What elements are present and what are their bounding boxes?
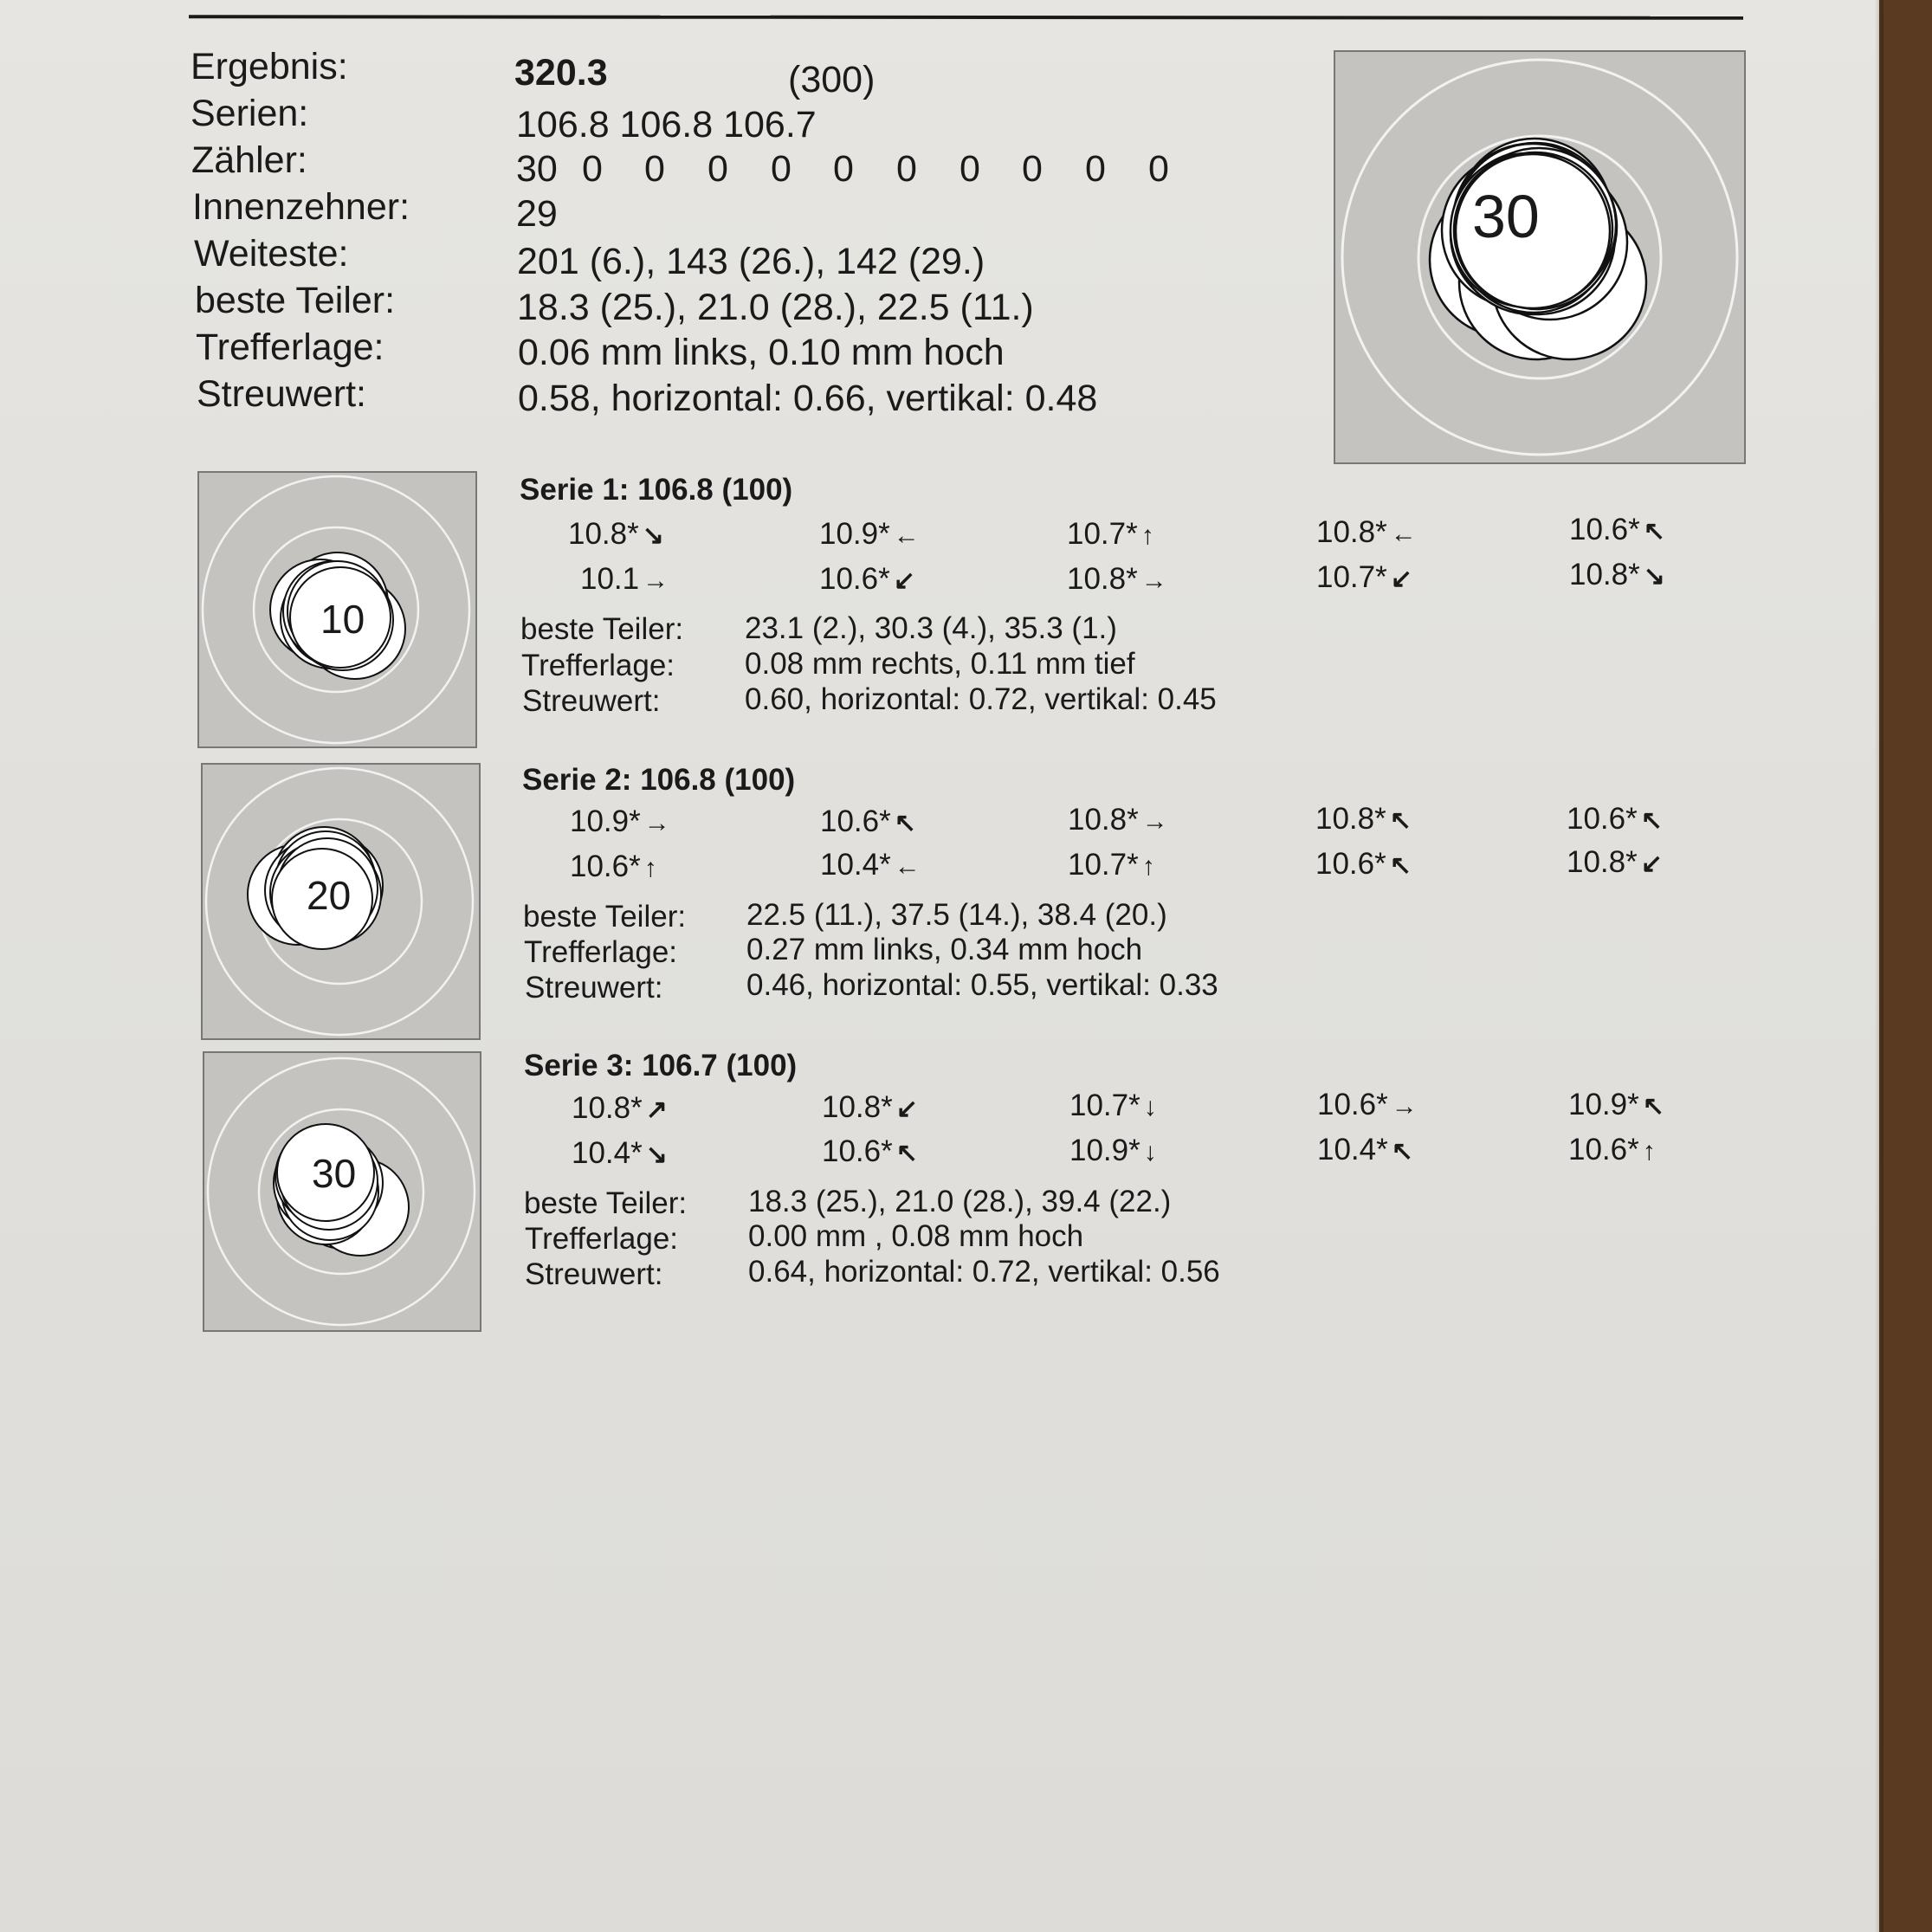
shot-arrow-icon: ↙ bbox=[893, 566, 915, 595]
series-2-target bbox=[201, 763, 481, 1040]
streuwert-label: Streuwert: bbox=[197, 373, 366, 415]
series-2-trefferlage-value: 0.27 mm links, 0.34 mm hoch bbox=[746, 933, 1143, 966]
shot-arrow-icon: ← bbox=[894, 852, 921, 881]
shot-value: 10.6* ↑ bbox=[1568, 1133, 1656, 1166]
ergebnis-value: 320.3 bbox=[514, 52, 608, 94]
shot-arrow-icon: → bbox=[643, 809, 670, 837]
shot-arrow-icon: ← bbox=[1390, 520, 1417, 548]
weiteste-value: 201 (6.), 143 (26.), 142 (29.) bbox=[517, 241, 985, 282]
series-1-trefferlage-label: Trefferlage: bbox=[521, 649, 675, 682]
summary-target bbox=[1334, 50, 1746, 464]
series-1-title: Serie 1: 106.8 (100) bbox=[520, 473, 793, 507]
innenzehner-value: 29 bbox=[516, 193, 558, 235]
series-2-title: Serie 2: 106.8 (100) bbox=[522, 763, 796, 797]
shot-value: 10.8* → bbox=[1067, 562, 1167, 596]
shot-arrow-icon: ↓ bbox=[1143, 1093, 1157, 1121]
shot-value: 10.8* → bbox=[1068, 803, 1168, 837]
shot-value: 10.8* ↗ bbox=[572, 1091, 668, 1125]
shot-value: 10.6* ↖ bbox=[1315, 847, 1412, 881]
series-3-teiler-label: beste Teiler: bbox=[524, 1186, 688, 1220]
serien-label: Serien: bbox=[191, 93, 309, 134]
series-2-streuwert-value: 0.46, horizontal: 0.55, vertikal: 0.33 bbox=[746, 968, 1218, 1002]
shot-arrow-icon: ↖ bbox=[894, 809, 916, 837]
series-1-target-count: 10 bbox=[320, 597, 365, 642]
series-2-target-count: 20 bbox=[307, 873, 352, 918]
shot-arrow-icon: ↑ bbox=[1642, 1137, 1656, 1166]
zaehler-value: 0 bbox=[644, 148, 665, 190]
shot-arrow-icon: ↘ bbox=[645, 1140, 668, 1169]
trefferlage-label: Trefferlage: bbox=[196, 326, 384, 368]
series-2-trefferlage-label: Trefferlage: bbox=[524, 935, 678, 969]
shot-value: 10.9* ↓ bbox=[1069, 1134, 1157, 1167]
shot-value: 10.8* ↖ bbox=[1315, 802, 1412, 836]
shot-arrow-icon: ↗ bbox=[645, 1095, 668, 1124]
series-2-streuwert-label: Streuwert: bbox=[525, 971, 663, 1005]
series-3-streuwert-value: 0.64, horizontal: 0.72, vertikal: 0.56 bbox=[748, 1255, 1220, 1289]
teiler-value: 18.3 (25.), 21.0 (28.), 22.5 (11.) bbox=[517, 287, 1034, 328]
zaehler-value: 0 bbox=[833, 148, 854, 190]
shot-value: 10.1 → bbox=[580, 562, 669, 596]
ergebnis-label: Ergebnis: bbox=[191, 46, 348, 87]
paper-edge-shadow bbox=[1875, 0, 1884, 1932]
shot-arrow-icon: ↖ bbox=[1643, 517, 1665, 546]
shot-arrow-icon: ↘ bbox=[1643, 562, 1665, 591]
weiteste-label: Weiteste: bbox=[194, 233, 349, 275]
zaehler-value: 0 bbox=[1148, 148, 1169, 190]
shot-value: 10.6* ↖ bbox=[822, 1134, 918, 1168]
zaehler-value: 0 bbox=[708, 148, 728, 190]
series-1-streuwert-label: Streuwert: bbox=[522, 684, 661, 718]
shot-value: 10.4* ↖ bbox=[1317, 1133, 1413, 1166]
shot-arrow-icon: ↑ bbox=[643, 854, 657, 882]
shot-arrow-icon: ↖ bbox=[1640, 806, 1663, 835]
series-1-trefferlage-value: 0.08 mm rechts, 0.11 mm tief bbox=[745, 647, 1135, 681]
trefferlage-value: 0.06 mm links, 0.10 mm hoch bbox=[518, 332, 1005, 373]
shot-arrow-icon: → bbox=[1140, 566, 1167, 595]
shot-value: 10.9* ← bbox=[819, 517, 920, 551]
shot-arrow-icon: ↑ bbox=[1141, 852, 1155, 881]
shot-value: 10.6* → bbox=[1317, 1088, 1418, 1121]
shot-value: 10.7* ↙ bbox=[1316, 560, 1412, 594]
summary-target-graphic bbox=[1335, 52, 1744, 462]
shot-arrow-icon: ↖ bbox=[1642, 1092, 1664, 1121]
shot-value: 10.8* ← bbox=[1316, 515, 1417, 549]
series-3-trefferlage-label: Trefferlage: bbox=[525, 1222, 679, 1256]
shot-arrow-icon: ↖ bbox=[1391, 1137, 1413, 1166]
shot-value: 10.6* ↖ bbox=[1567, 802, 1663, 836]
shot-arrow-icon: ↖ bbox=[1389, 806, 1412, 835]
shot-arrow-icon: ↖ bbox=[1389, 851, 1412, 880]
series-3-trefferlage-value: 0.00 mm , 0.08 mm hoch bbox=[748, 1219, 1084, 1253]
series-3-target bbox=[203, 1051, 481, 1332]
shot-arrow-icon: ↙ bbox=[1390, 565, 1412, 593]
shot-value: 10.4* ← bbox=[820, 848, 921, 882]
shot-arrow-icon: ↙ bbox=[895, 1095, 918, 1123]
series-2-teiler-value: 22.5 (11.), 37.5 (14.), 38.4 (20.) bbox=[746, 898, 1167, 932]
shot-arrow-icon: ↘ bbox=[642, 521, 664, 550]
shot-arrow-icon: ↖ bbox=[895, 1139, 918, 1167]
streuwert-value: 0.58, horizontal: 0.66, vertikal: 0.48 bbox=[518, 378, 1098, 419]
serien-value: 106.8 106.8 106.7 bbox=[516, 104, 817, 145]
series-3-teiler-value: 18.3 (25.), 21.0 (28.), 39.4 (22.) bbox=[748, 1185, 1172, 1218]
shot-value: 10.4* ↘ bbox=[572, 1136, 668, 1170]
shot-value: 10.6* ↖ bbox=[1569, 513, 1665, 546]
shot-value: 10.8* ↘ bbox=[568, 517, 664, 551]
shot-value: 10.8* ↙ bbox=[822, 1090, 918, 1124]
ergebnis-max: (300) bbox=[788, 59, 876, 100]
shot-value: 10.6* ↖ bbox=[820, 804, 916, 838]
shot-arrow-icon: ↓ bbox=[1143, 1138, 1157, 1166]
shot-arrow-icon: ← bbox=[893, 521, 920, 550]
series-3-title: Serie 3: 106.7 (100) bbox=[524, 1049, 798, 1082]
innenzehner-label: Innenzehner: bbox=[192, 186, 410, 228]
series-1-target bbox=[197, 471, 477, 748]
series-3-target-count: 30 bbox=[312, 1151, 357, 1196]
shot-value: 10.7* ↑ bbox=[1067, 517, 1154, 551]
zaehler-values bbox=[516, 145, 1183, 192]
shot-arrow-icon: → bbox=[643, 566, 669, 595]
shot-value: 10.8* ↙ bbox=[1567, 845, 1663, 879]
summary-target-count: 30 bbox=[1472, 183, 1540, 250]
shot-arrow-icon: → bbox=[1141, 807, 1168, 836]
zaehler-value: 0 bbox=[582, 148, 603, 190]
zaehler-value: 0 bbox=[1085, 148, 1106, 190]
zaehler-label: Zähler: bbox=[191, 139, 307, 181]
zaehler-value: 30 bbox=[516, 148, 558, 190]
zaehler-value: 0 bbox=[1022, 148, 1043, 190]
shot-value: 10.7* ↑ bbox=[1068, 848, 1155, 882]
shot-arrow-icon: ↑ bbox=[1140, 521, 1154, 550]
zaehler-value: 0 bbox=[896, 148, 917, 190]
shot-value: 10.9* ↖ bbox=[1568, 1088, 1664, 1121]
zaehler-value: 0 bbox=[771, 148, 792, 190]
series-3-streuwert-label: Streuwert: bbox=[525, 1257, 663, 1291]
shot-value: 10.6* ↑ bbox=[570, 850, 657, 883]
shot-arrow-icon: → bbox=[1391, 1092, 1418, 1121]
shot-value: 10.9* → bbox=[570, 804, 670, 838]
series-1-streuwert-value: 0.60, horizontal: 0.72, vertikal: 0.45 bbox=[745, 682, 1217, 716]
series-1-teiler-value: 23.1 (2.), 30.3 (4.), 35.3 (1.) bbox=[745, 611, 1117, 645]
series-1-teiler-label: beste Teiler: bbox=[520, 612, 684, 646]
shot-value: 10.6* ↙ bbox=[819, 562, 915, 596]
zaehler-value: 0 bbox=[960, 148, 980, 190]
teiler-label: beste Teiler: bbox=[195, 280, 396, 321]
series-2-teiler-label: beste Teiler: bbox=[523, 900, 687, 934]
shot-value: 10.8* ↘ bbox=[1569, 558, 1665, 591]
shot-arrow-icon: ↙ bbox=[1640, 850, 1663, 878]
shot-value: 10.7* ↓ bbox=[1069, 1089, 1157, 1122]
